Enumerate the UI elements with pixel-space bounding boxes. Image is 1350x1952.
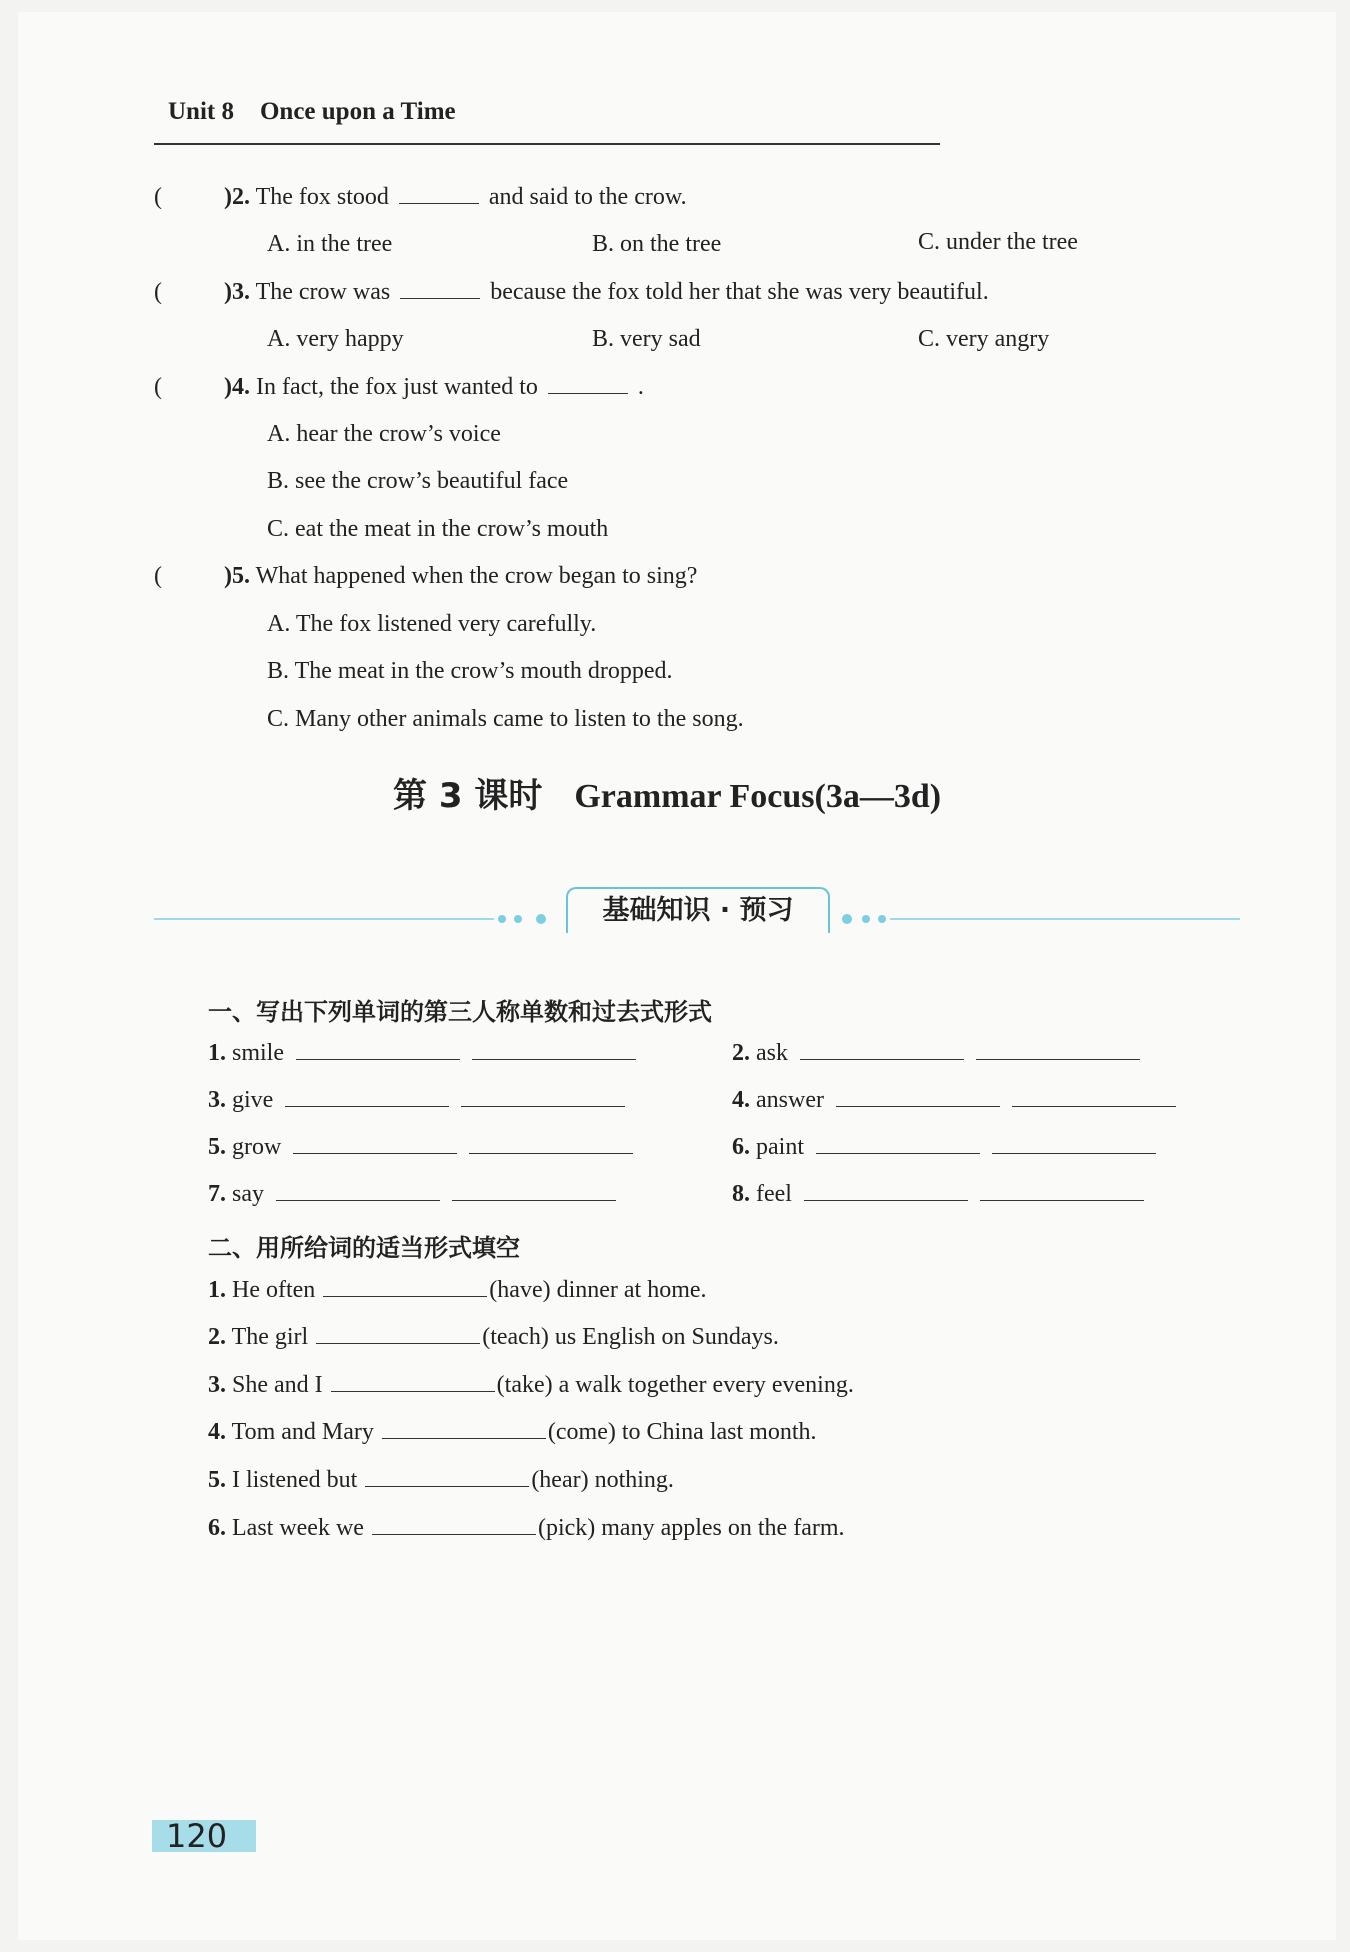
question-stem-end: . bbox=[637, 374, 644, 400]
answer-blank-past-tense[interactable] bbox=[472, 1039, 636, 1060]
item-number: 3. bbox=[208, 1087, 226, 1113]
item-word: give bbox=[232, 1087, 274, 1113]
banner-line-left bbox=[154, 918, 494, 920]
answer-blank-past-tense[interactable] bbox=[452, 1180, 616, 1201]
word-item-8 bbox=[732, 1180, 1144, 1208]
fill-item-6 bbox=[208, 1514, 845, 1542]
answer-blank[interactable] bbox=[331, 1371, 495, 1392]
option-a[interactable]: A. very happy bbox=[267, 326, 404, 352]
item-after: (come) to China last month. bbox=[547, 1419, 817, 1445]
banner-dot bbox=[536, 914, 546, 924]
item-number: 6. bbox=[208, 1515, 226, 1541]
answer-blank-third-person[interactable] bbox=[293, 1133, 457, 1154]
section2-heading: 二、用所给词的适当形式填空 bbox=[208, 1234, 520, 1262]
item-number: 3. bbox=[208, 1372, 226, 1398]
banner-dot bbox=[878, 915, 886, 923]
item-after: (teach) us English on Sundays. bbox=[482, 1324, 779, 1350]
word-item-7 bbox=[208, 1180, 616, 1208]
fill-item-4 bbox=[208, 1418, 817, 1446]
question-3 bbox=[154, 279, 989, 306]
question-stem: What happened when the crow began to sing? bbox=[255, 563, 698, 589]
section1-heading: 一、写出下列单词的第三人称单数和过去式形式 bbox=[208, 998, 712, 1026]
option-b[interactable]: B. The meat in the crow’s mouth dropped. bbox=[267, 658, 673, 684]
fill-item-1 bbox=[208, 1276, 707, 1304]
item-after: (have) dinner at home. bbox=[489, 1277, 707, 1303]
question-stem: The crow was bbox=[255, 279, 391, 305]
question-5 bbox=[154, 563, 697, 590]
answer-blank-past-tense[interactable] bbox=[992, 1133, 1156, 1154]
option-c[interactable]: C. eat the meat in the crow’s mouth bbox=[267, 516, 609, 542]
item-number: 8. bbox=[732, 1181, 750, 1207]
option-b[interactable]: B. on the tree bbox=[592, 231, 722, 257]
item-word: ask bbox=[756, 1040, 788, 1066]
item-number: 5. bbox=[208, 1134, 226, 1160]
banner-line-right bbox=[890, 918, 1240, 920]
answer-blank-past-tense[interactable] bbox=[976, 1039, 1140, 1060]
item-number: 5. bbox=[208, 1467, 226, 1493]
answer-blank[interactable] bbox=[548, 375, 628, 394]
banner-dot bbox=[862, 915, 870, 923]
page-number: 120 bbox=[152, 1820, 256, 1852]
option-c[interactable]: C. very angry bbox=[918, 326, 1050, 352]
answer-blank-past-tense[interactable] bbox=[469, 1133, 633, 1154]
answer-blank[interactable] bbox=[372, 1514, 536, 1535]
item-word: feel bbox=[756, 1181, 792, 1207]
item-before: Last week we bbox=[232, 1515, 364, 1541]
word-item-2 bbox=[732, 1039, 1140, 1067]
banner-dot bbox=[514, 915, 522, 923]
word-item-3 bbox=[208, 1086, 625, 1114]
item-word: grow bbox=[232, 1134, 282, 1160]
item-number: 7. bbox=[208, 1181, 226, 1207]
item-word: smile bbox=[232, 1040, 284, 1066]
answer-blank[interactable] bbox=[365, 1466, 529, 1487]
unit-title: Once upon a Time bbox=[259, 98, 456, 125]
answer-blank[interactable] bbox=[400, 280, 480, 299]
banner-dot bbox=[498, 915, 506, 923]
item-before: I listened but bbox=[232, 1467, 358, 1493]
question-number: )4. bbox=[224, 374, 250, 400]
item-before: She and I bbox=[232, 1372, 323, 1398]
question-4 bbox=[154, 374, 644, 401]
answer-paren[interactable]: ( bbox=[154, 374, 162, 400]
fill-item-3 bbox=[208, 1371, 854, 1399]
question-stem: In fact, the fox just wanted to bbox=[256, 374, 538, 400]
answer-paren[interactable]: ( bbox=[154, 279, 162, 305]
question-number: )2. bbox=[224, 184, 250, 210]
answer-blank[interactable] bbox=[399, 185, 479, 204]
item-number: 1. bbox=[208, 1277, 226, 1303]
word-item-6 bbox=[732, 1133, 1156, 1161]
question-stem: The fox stood bbox=[255, 184, 389, 210]
answer-blank-past-tense[interactable] bbox=[461, 1086, 625, 1107]
answer-blank[interactable] bbox=[323, 1276, 487, 1297]
answer-blank-third-person[interactable] bbox=[276, 1180, 440, 1201]
lesson-title bbox=[393, 768, 941, 817]
answer-blank-past-tense[interactable] bbox=[1012, 1086, 1176, 1107]
item-word: answer bbox=[756, 1087, 824, 1113]
item-word: paint bbox=[756, 1134, 804, 1160]
item-after: (take) a walk together every evening. bbox=[496, 1372, 854, 1398]
item-number: 4. bbox=[208, 1419, 226, 1445]
question-number: )3. bbox=[224, 279, 250, 305]
answer-blank-third-person[interactable] bbox=[804, 1180, 968, 1201]
answer-blank[interactable] bbox=[382, 1418, 546, 1439]
section-banner: 基础知识 · 预习 bbox=[566, 887, 830, 933]
answer-blank-past-tense[interactable] bbox=[980, 1180, 1144, 1201]
question-number: )5. bbox=[224, 563, 250, 589]
banner-dot bbox=[842, 914, 852, 924]
page-header bbox=[168, 98, 456, 126]
header-rule bbox=[154, 143, 940, 145]
option-c[interactable]: C. Many other animals came to listen to the song. bbox=[267, 706, 744, 732]
fill-item-2 bbox=[208, 1323, 779, 1351]
question-2 bbox=[154, 184, 687, 211]
option-a[interactable]: A. in the tree bbox=[267, 231, 393, 257]
answer-blank-third-person[interactable] bbox=[800, 1039, 964, 1060]
word-item-5 bbox=[208, 1133, 633, 1161]
fill-item-5 bbox=[208, 1466, 674, 1494]
item-word: say bbox=[232, 1181, 264, 1207]
item-number: 2. bbox=[208, 1324, 226, 1350]
option-c[interactable]: C. under the tree bbox=[918, 229, 1078, 255]
answer-blank[interactable] bbox=[316, 1323, 480, 1344]
answer-blank-third-person[interactable] bbox=[816, 1133, 980, 1154]
answer-blank-third-person[interactable] bbox=[285, 1086, 449, 1107]
option-a[interactable]: A. The fox listened very carefully. bbox=[267, 611, 597, 637]
item-number: 1. bbox=[208, 1040, 226, 1066]
item-number: 6. bbox=[732, 1134, 750, 1160]
item-number: 2. bbox=[732, 1040, 750, 1066]
lesson-title-en: Grammar Focus(3a—3d) bbox=[574, 778, 942, 815]
lesson-title-cn: 第 3 课时 bbox=[393, 776, 543, 816]
word-item-4 bbox=[732, 1086, 1176, 1114]
item-before: Tom and Mary bbox=[231, 1419, 374, 1445]
option-b[interactable]: B. see the crow’s beautiful face bbox=[267, 468, 569, 494]
question-stem-end: because the fox told her that she was very beautiful. bbox=[490, 279, 989, 305]
answer-blank-third-person[interactable] bbox=[296, 1039, 460, 1060]
answer-blank-third-person[interactable] bbox=[836, 1086, 1000, 1107]
question-stem-end: and said to the crow. bbox=[488, 184, 687, 210]
answer-paren[interactable]: ( bbox=[154, 184, 162, 210]
item-after: (hear) nothing. bbox=[531, 1467, 674, 1493]
unit-label: Unit 8 bbox=[168, 98, 234, 125]
option-a[interactable]: A. hear the crow’s voice bbox=[267, 421, 501, 447]
option-b[interactable]: B. very sad bbox=[592, 326, 701, 352]
item-before: The girl bbox=[231, 1324, 309, 1350]
item-number: 4. bbox=[732, 1087, 750, 1113]
item-after: (pick) many apples on the farm. bbox=[537, 1515, 845, 1541]
item-before: He often bbox=[232, 1277, 316, 1303]
word-item-1 bbox=[208, 1039, 636, 1067]
answer-paren[interactable]: ( bbox=[154, 563, 162, 589]
